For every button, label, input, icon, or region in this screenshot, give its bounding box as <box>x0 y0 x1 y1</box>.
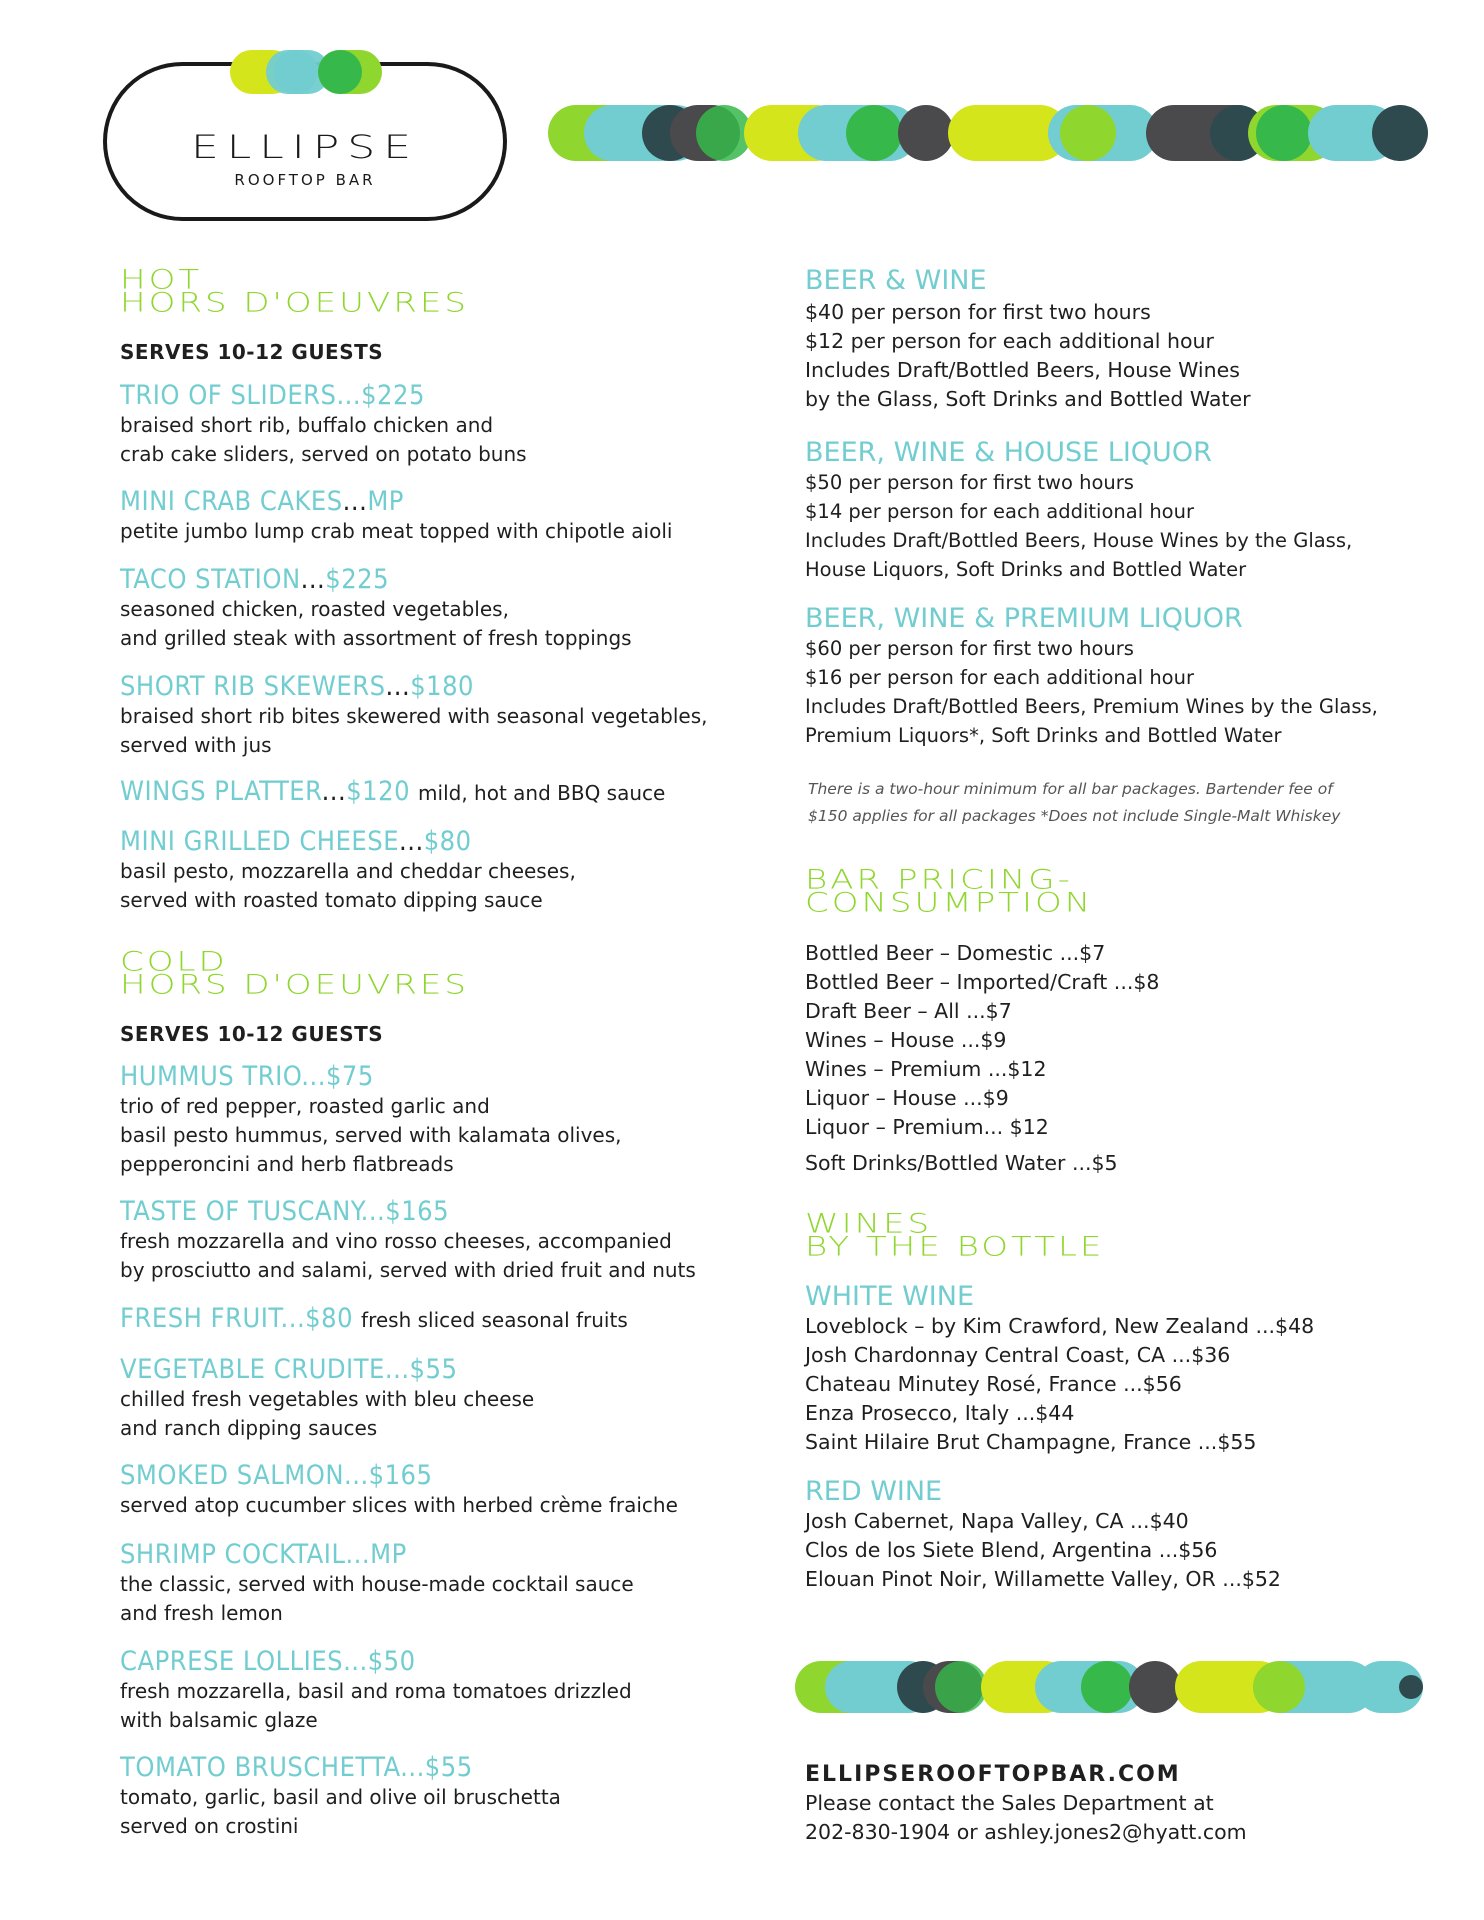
item-name: FRESH FRUIT <box>120 1303 281 1334</box>
item-name: MINI CRAB CAKES <box>120 486 343 517</box>
item-desc: the classic, served with house-made cocktail sauce <box>120 1572 634 1596</box>
wine-line: Clos de los Siete Blend, Argentina ...$56 <box>805 1538 1218 1562</box>
contact-line: Please contact the Sales Department at <box>805 1791 1214 1815</box>
cold-title-line2: HORS D'OEUVRES <box>120 969 469 1001</box>
item-price: $120 <box>346 776 411 807</box>
cold-item-5: SHRIMP COCKTAIL...MP the classic, served with house-made cocktail sauce and fresh lemon <box>120 1540 634 1628</box>
package-line: $12 per person for each additional hour <box>805 329 1214 353</box>
hot-item-4: WINGS PLATTER...$120 mild, hot and BBQ sauce <box>120 776 666 807</box>
hot-item-0: TRIO OF SLIDERS...$225 braised short rib, buffalo chicken and crab cake sliders, served on potato buns <box>120 381 527 469</box>
item-price: $165 <box>368 1460 433 1491</box>
hot-item-1: MINI CRAB CAKES...MP petite jumbo lump crab meat topped with chipotle aioli <box>120 487 672 546</box>
item-desc: crab cake sliders, served on potato buns <box>120 442 527 466</box>
consumption-line: Bottled Beer – Imported/Craft ...$8 <box>805 970 1160 994</box>
consumption-line: Bottled Beer – Domestic ...$7 <box>805 941 1106 965</box>
item-name: SHRIMP COCKTAIL <box>120 1539 346 1570</box>
item-desc: by prosciutto and salami, served with dried fruit and nuts <box>120 1258 696 1282</box>
consumption-line: Wines – House ...$9 <box>805 1028 1007 1052</box>
consumption-line: Liquor – House ...$9 <box>805 1086 1009 1110</box>
red-wine <box>805 1477 1281 1594</box>
item-price: $55 <box>424 1752 473 1783</box>
item-name: WINGS PLATTER <box>120 776 322 807</box>
item-desc-inline: fresh sliced seasonal fruits <box>361 1308 628 1332</box>
white-wine-title: WHITE WINE <box>805 1281 975 1312</box>
item-price: $80 <box>423 826 472 857</box>
item-desc: chilled fresh vegetables with bleu cheese <box>120 1387 535 1411</box>
wine-line: Chateau Minutey Rosé, France ...$56 <box>805 1372 1182 1396</box>
cold-item-4: SMOKED SALMON...$165 served atop cucumber slices with herbed crème fraiche <box>120 1461 678 1520</box>
item-name: TASTE OF TUSCANY <box>120 1196 361 1227</box>
item-price: MP <box>370 1539 407 1570</box>
item-name: TOMATO BRUSCHETTA <box>120 1752 401 1783</box>
cold-item-6: CAPRESE LOLLIES...$50 fresh mozzarella, basil and roma tomatoes drizzled with balsamic glaze <box>120 1647 632 1735</box>
item-desc-inline: mild, hot and BBQ sauce <box>418 781 666 805</box>
consumption-title-line2: CONSUMPTION <box>805 887 1094 919</box>
logo-dots-decoration <box>226 48 386 96</box>
wine-line: Loveblock – by Kim Crawford, New Zealand ...$48 <box>805 1314 1315 1338</box>
item-price: $225 <box>361 380 425 411</box>
wine-line: Josh Cabernet, Napa Valley, CA ...$40 <box>805 1509 1189 1533</box>
consumption-list <box>805 939 1159 1178</box>
hot-title-line2: HORS D'OEUVRES <box>120 287 469 319</box>
top-dots-band <box>548 103 1428 163</box>
item-name: SHORT RIB SKEWERS <box>120 671 386 702</box>
note-line: $150 applies for all packages *Does not include Single-Malt Whiskey <box>808 807 1341 825</box>
package-title: BEER & WINE <box>805 265 987 296</box>
white-wine <box>805 1282 1314 1457</box>
package-line: $40 per person for first two hours <box>805 300 1151 324</box>
item-desc: served on crostini <box>120 1814 299 1838</box>
consumption-title-line1: BAR PRICING- <box>805 864 1073 896</box>
cold-item-3: VEGETABLE CRUDITE...$55 chilled fresh vegetables with bleu cheese and ranch dipping sauces <box>120 1355 534 1443</box>
note-line: There is a two-hour minimum for all bar packages. Bartender fee of <box>808 780 1333 798</box>
item-desc: fresh mozzarella and vino rosso cheeses, accompanied <box>120 1229 672 1253</box>
package-line: $14 per person for each additional hour <box>805 500 1194 523</box>
item-price: $55 <box>409 1354 458 1385</box>
package-line: $50 per person for first two hours <box>805 471 1134 494</box>
wine-line: Saint Hilaire Brut Champagne, France ...$55 <box>805 1430 1257 1454</box>
item-desc: seasoned chicken, roasted vegetables, <box>120 597 509 621</box>
item-price: MP <box>367 486 404 517</box>
package-line: $60 per person for first two hours <box>805 637 1134 660</box>
package-note <box>808 776 1340 830</box>
item-price: $225 <box>325 564 390 595</box>
package-1 <box>805 438 1352 584</box>
item-desc: pepperoncini and herb flatbreads <box>120 1152 454 1176</box>
logo-subtitle: ROOFTOP BAR <box>234 171 376 189</box>
item-desc: fresh mozzarella, basil and roma tomatoes drizzled <box>120 1679 632 1703</box>
item-name: CAPRESE LOLLIES <box>120 1646 344 1677</box>
wine-line: Josh Chardonnay Central Coast, CA ...$36 <box>805 1343 1231 1367</box>
package-line: Includes Draft/Bottled Beers, House Wines by the Glass, <box>805 529 1353 552</box>
item-desc: with balsamic glaze <box>120 1708 318 1732</box>
package-line: by the Glass, Soft Drinks and Bottled Water <box>805 387 1251 411</box>
logo-wordmark: ELLIPSE <box>190 129 420 166</box>
wine-line: Elouan Pinot Noir, Willamette Valley, OR ...$52 <box>805 1567 1281 1591</box>
contact <box>805 1762 1247 1847</box>
item-desc: served with roasted tomato dipping sauce <box>120 888 543 912</box>
cold-title-line1: COLD <box>120 946 228 978</box>
item-desc: and grilled steak with assortment of fresh toppings <box>120 626 632 650</box>
consumption-line: Soft Drinks/Bottled Water ...$5 <box>805 1151 1118 1175</box>
cold-item-0: HUMMUS TRIO...$75 trio of red pepper, roasted garlic and basil pesto hummus, served with kalamata olives, pepperoncini and herb flatbreads <box>120 1062 622 1179</box>
package-title: BEER, WINE & PREMIUM LIQUOR <box>805 603 1243 634</box>
item-name: VEGETABLE CRUDITE <box>120 1354 385 1385</box>
consumption-line: Liquor – Premium... $12 <box>805 1115 1049 1139</box>
wine-line: Enza Prosecco, Italy ...$44 <box>805 1401 1075 1425</box>
item-desc: trio of red pepper, roasted garlic and <box>120 1094 490 1118</box>
item-name: TRIO OF SLIDERS <box>120 380 337 411</box>
consumption-section-title <box>805 864 1094 919</box>
item-desc: served atop cucumber slices with herbed crème fraiche <box>120 1493 678 1517</box>
package-line: House Liquors, Soft Drinks and Bottled Water <box>805 558 1247 581</box>
hot-serves: SERVES 10-12 GUESTS <box>120 340 384 364</box>
item-desc: braised short rib, buffalo chicken and <box>120 413 494 437</box>
hot-section-title <box>120 264 469 319</box>
cold-section-title <box>120 946 469 1001</box>
package-title: BEER, WINE & HOUSE LIQUOR <box>805 437 1212 468</box>
cold-item-7: TOMATO BRUSCHETTA...$55 tomato, garlic, basil and olive oil bruschetta served on crostini <box>120 1753 561 1841</box>
item-price: $80 <box>305 1303 354 1334</box>
wines-section-title <box>805 1208 1105 1263</box>
package-line: $16 per person for each additional hour <box>805 666 1194 689</box>
item-name: TACO STATION <box>120 564 301 595</box>
item-desc: served with jus <box>120 733 272 757</box>
item-name: MINI GRILLED CHEESE <box>120 826 400 857</box>
item-desc: braised short rib bites skewered with seasonal vegetables, <box>120 704 708 728</box>
item-desc: and fresh lemon <box>120 1601 283 1625</box>
cold-serves: SERVES 10-12 GUESTS <box>120 1022 384 1046</box>
consumption-line: Draft Beer – All ...$7 <box>805 999 1012 1023</box>
item-price: $180 <box>410 671 474 702</box>
wines-title-line2: BY THE BOTTLE <box>805 1231 1105 1263</box>
item-desc: basil pesto hummus, served with kalamata olives, <box>120 1123 622 1147</box>
item-name: HUMMUS TRIO <box>120 1061 302 1092</box>
package-0 <box>805 266 1251 414</box>
item-desc: petite jumbo lump crab meat topped with chipotle aioli <box>120 519 673 543</box>
contact-line: 202-830-1904 or ashley.jones2@hyatt.com <box>805 1820 1247 1844</box>
red-wine-title: RED WINE <box>805 1476 943 1507</box>
package-2 <box>805 604 1378 750</box>
package-line: Includes Draft/Bottled Beers, Premium Wines by the Glass, <box>805 695 1378 718</box>
hot-title-line1: HOT <box>120 264 203 296</box>
package-line: Includes Draft/Bottled Beers, House Wines <box>805 358 1240 382</box>
item-desc: basil pesto, mozzarella and cheddar cheeses, <box>120 859 576 883</box>
item-name: SMOKED SALMON <box>120 1460 345 1491</box>
website-link[interactable]: ELLIPSEROOFTOPBAR.COM <box>805 1762 1181 1787</box>
bottom-dots-band <box>795 1659 1425 1715</box>
item-price: $165 <box>385 1196 450 1227</box>
consumption-line: Wines – Premium ...$12 <box>805 1057 1047 1081</box>
item-desc: and ranch dipping sauces <box>120 1416 378 1440</box>
hot-item-5: MINI GRILLED CHEESE...$80 basil pesto, mozzarella and cheddar cheeses, served with roasted tomato dipping sauce <box>120 827 576 915</box>
cold-item-2: FRESH FRUIT...$80 fresh sliced seasonal fruits <box>120 1303 628 1334</box>
hot-item-3: SHORT RIB SKEWERS...$180 braised short rib bites skewered with seasonal vegetables, served with jus <box>120 672 708 760</box>
item-desc: tomato, garlic, basil and olive oil bruschetta <box>120 1785 561 1809</box>
cold-item-1: TASTE OF TUSCANY...$165 fresh mozzarella and vino rosso cheeses, accompanied by prosciutto and salami, served with dried fruit and nuts <box>120 1197 696 1285</box>
hot-item-2: TACO STATION...$225 seasoned chicken, roasted vegetables, and grilled steak with assortment of fresh toppings <box>120 565 632 653</box>
wines-title-line1: WINES <box>805 1208 933 1240</box>
item-price: $50 <box>367 1646 416 1677</box>
item-price: $75 <box>325 1061 374 1092</box>
package-line: Premium Liquors*, Soft Drinks and Bottled Water <box>805 724 1282 747</box>
